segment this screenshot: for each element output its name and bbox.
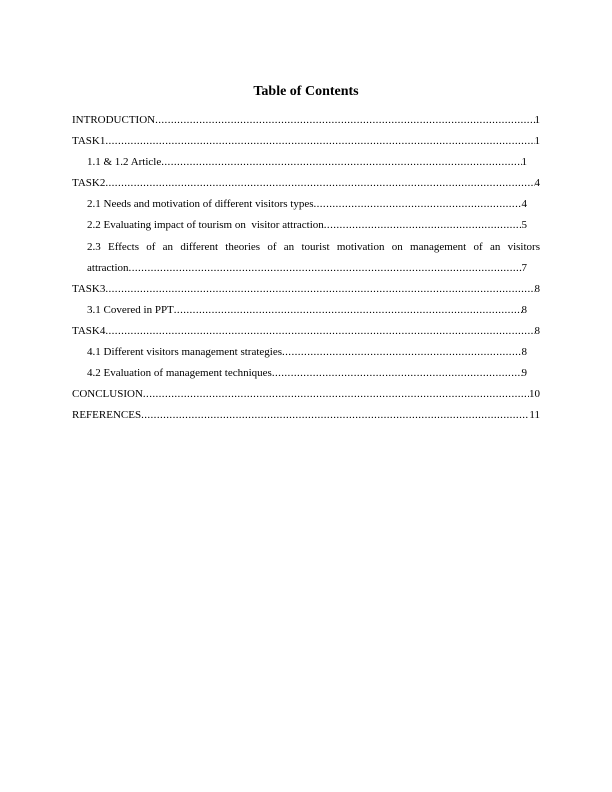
toc-dot-leader xyxy=(161,155,521,170)
toc-entry-line-2 xyxy=(87,261,527,282)
toc-page-number: 8 xyxy=(521,346,527,359)
toc-entry-label: 4.2 Evaluation of management techniques xyxy=(87,367,272,380)
toc-dot-leader xyxy=(141,408,529,423)
toc-dot-leader xyxy=(129,261,522,276)
toc-entry-task2[interactable] xyxy=(72,176,540,197)
toc-page-number: 1 xyxy=(521,156,527,169)
toc-dot-leader xyxy=(105,324,534,339)
toc-entry-4-1[interactable] xyxy=(72,345,527,366)
toc-entry-introduction[interactable] xyxy=(72,113,540,134)
toc-entry-1-1-1-2-article[interactable] xyxy=(72,155,527,176)
toc-entry-references[interactable] xyxy=(72,408,540,429)
toc-entry-label: 3.1 Covered in PPT xyxy=(87,303,174,316)
toc-page-number: 10 xyxy=(529,388,540,401)
toc-page-number: 4 xyxy=(534,177,540,190)
toc-entry-label: INTRODUCTION xyxy=(72,114,156,126)
toc-entry-label: REFERENCES xyxy=(72,409,142,422)
toc-dot-leader xyxy=(313,197,521,212)
toc-dot-leader xyxy=(282,345,522,360)
toc-dot-leader xyxy=(143,387,529,402)
toc-entry-2-3[interactable] xyxy=(72,240,540,282)
toc-entry-task3[interactable] xyxy=(72,282,540,303)
toc-dot-leader xyxy=(324,218,522,233)
toc-entry-3-1[interactable] xyxy=(72,303,527,324)
toc-page-number: 11 xyxy=(529,409,540,422)
toc-page-number: 8 xyxy=(521,303,527,316)
toc-entry-label: TASK1 xyxy=(72,135,106,148)
toc-dot-leader xyxy=(272,366,522,381)
toc-page-number: 8 xyxy=(534,282,540,295)
toc-dot-leader xyxy=(174,303,522,318)
table-of-contents xyxy=(72,113,540,429)
toc-page-number: 4 xyxy=(521,198,527,211)
toc-page-number: 9 xyxy=(521,367,527,380)
toc-entry-conclusion[interactable] xyxy=(72,387,540,408)
toc-page-number: 1 xyxy=(534,114,540,126)
toc-page-number: 5 xyxy=(521,219,527,232)
toc-entry-2-2[interactable] xyxy=(72,218,527,239)
toc-entry-label: 1.1 & 1.2 Article xyxy=(87,156,162,169)
toc-page-number: 8 xyxy=(534,324,540,337)
toc-dot-leader xyxy=(105,134,534,149)
toc-entry-label: TASK4 xyxy=(72,324,106,337)
toc-entry-task1[interactable] xyxy=(72,134,540,155)
toc-entry-label: 2.1 Needs and motivation of different visitors types xyxy=(87,198,314,211)
toc-dot-leader xyxy=(105,282,534,297)
toc-page-number: 1 xyxy=(534,135,540,148)
toc-page-number: 7 xyxy=(521,261,527,274)
toc-entry-2-1[interactable] xyxy=(72,197,527,218)
toc-entry-label: CONCLUSION xyxy=(72,388,143,401)
toc-entry-label-line-1: 2.3 Effects of an different theories of an tourist motivation on management of an visitors xyxy=(87,240,540,253)
toc-entry-label: 2.2 Evaluating impact of tourism on visitor attraction xyxy=(87,219,324,232)
toc-entry-label: TASK3 xyxy=(72,282,106,295)
toc-title: Table of Contents xyxy=(253,84,359,99)
toc-entry-label-line-2: attraction xyxy=(87,261,129,274)
toc-entry-task4[interactable] xyxy=(72,324,540,345)
toc-entry-label: 4.1 Different visitors management strategies xyxy=(87,346,282,359)
toc-dot-leader xyxy=(105,176,534,191)
toc-entry-label: TASK2 xyxy=(72,177,106,190)
toc-dot-leader xyxy=(155,113,534,128)
toc-entry-4-2[interactable] xyxy=(72,366,527,387)
